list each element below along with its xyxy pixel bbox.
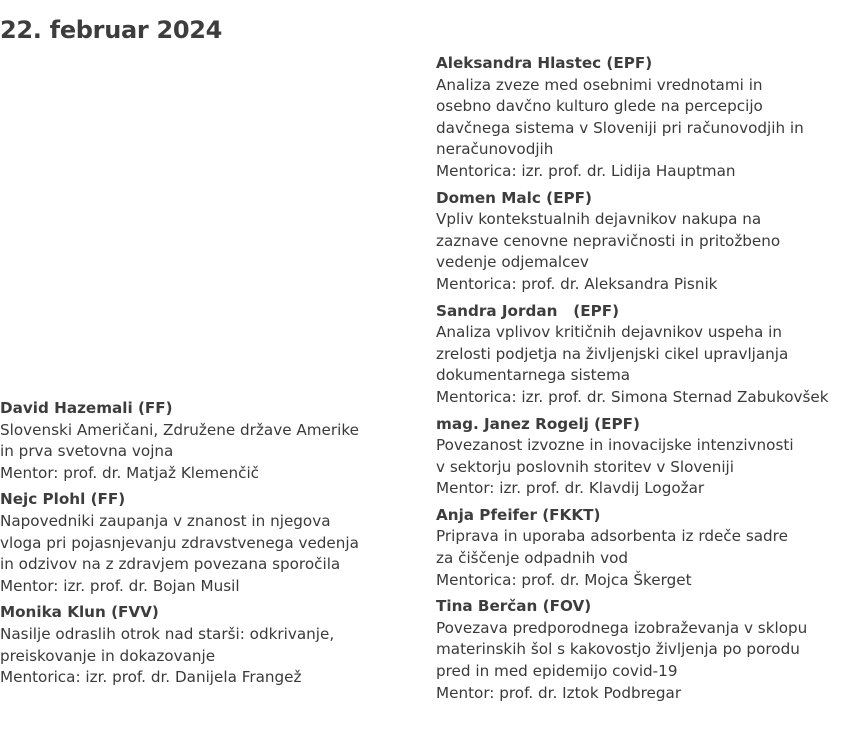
right-column [436,53,850,709]
candidate-name: Sandra Jordan (EPF) [436,301,620,320]
thesis-entry [436,414,850,500]
thesis-title-line: Povezanost izvozne in inovacijske intenzivnosti [436,436,794,455]
mentor-line: Mentorica: izr. prof. dr. Danijela Frangež [0,668,302,687]
thesis-title-line: davčnega sistema v Sloveniji pri računovodjih in [436,118,804,137]
thesis-title-line: Analiza vplivov kritičnih dejavnikov uspeha in [436,323,782,342]
page-date-heading: 22. februar 2024 [0,16,223,44]
candidate-name: Nejc Plohl (FF) [0,490,126,509]
thesis-title-line: Analiza zveze med osebnimi vrednotami in [436,75,763,94]
thesis-title-line: Povezava predporodnega izobraževanja v sklopu [436,618,808,637]
mentor-line: Mentor: izr. prof. dr. Klavdij Logožar [436,479,705,498]
thesis-entry [0,602,420,688]
thesis-title-line: vedenje odjemalcev [436,253,589,272]
thesis-title-line: Nasilje odraslih otrok nad starši: odkrivanje, [0,624,335,643]
thesis-title-line: za čiščenje odpadnih vod [436,549,629,568]
thesis-title-line: dokumentarnega sistema [436,366,631,385]
thesis-title-line: in odzivov na z zdravjem povezana sporočila [0,555,341,574]
left-column [0,398,420,694]
thesis-entry [436,505,850,591]
candidate-name: Anja Pfeifer (FKKT) [436,505,601,524]
mentor-line: Mentor: prof. dr. Iztok Podbregar [436,683,682,702]
candidate-name: Domen Malc (EPF) [436,188,592,207]
thesis-title-line: materinskih šol s kakovostjo življenja po porodu [436,640,800,659]
thesis-entry [436,188,850,296]
thesis-title-line: Napovedniki zaupanja v znanost in njegova [0,511,331,530]
thesis-entry [436,53,850,183]
candidate-name: Aleksandra Hlastec (EPF) [436,54,653,72]
mentor-line: Mentorica: izr. prof. dr. Simona Sternad Zabukovšek [436,387,829,406]
candidate-name: mag. Janez Rogelj (EPF) [436,414,640,433]
mentor-line: Mentorica: prof. dr. Mojca Škerget [436,570,692,589]
thesis-title-line: vloga pri pojasnjevanju zdravstvenega vedenja [0,533,359,552]
thesis-title-line: zaznave cenovne nepravičnosti in pritožbeno [436,231,781,250]
thesis-title-line: Slovenski Američani, Združene države Amerike [0,420,359,439]
thesis-title-line: v sektorju poslovnih storitev v Sloveniji [436,457,734,476]
mentor-line: Mentorica: prof. dr. Aleksandra Pisnik [436,274,718,293]
candidate-name: David Hazemali (FF) [0,399,173,417]
thesis-title-line: osebno davčno kulturo glede na percepcijo [436,97,763,116]
thesis-entry [436,596,850,704]
mentor-line: Mentor: prof. dr. Matjaž Klemenčič [0,463,260,482]
thesis-title-line: zrelosti podjetja na življenjski cikel upravljanja [436,344,789,363]
candidate-name: Tina Berčan (FOV) [436,597,592,616]
candidate-name: Monika Klun (FVV) [0,603,159,622]
thesis-title-line: Priprava in uporaba adsorbenta iz rdeče sadre [436,527,788,546]
thesis-entry [0,489,420,597]
thesis-title-line: in prva svetovna vojna [0,442,174,461]
thesis-title-line: Vpliv kontekstualnih dejavnikov nakupa na [436,210,762,229]
thesis-title-line: pred in med epidemijo covid-19 [436,662,678,681]
thesis-entry [0,398,420,484]
thesis-title-line: neračunovodjih [436,140,554,159]
mentor-line: Mentorica: izr. prof. dr. Lidija Hauptman [436,161,736,180]
thesis-title-line: preiskovanje in dokazovanje [0,646,216,665]
mentor-line: Mentor: izr. prof. dr. Bojan Musil [0,576,240,595]
thesis-entry [436,301,850,409]
